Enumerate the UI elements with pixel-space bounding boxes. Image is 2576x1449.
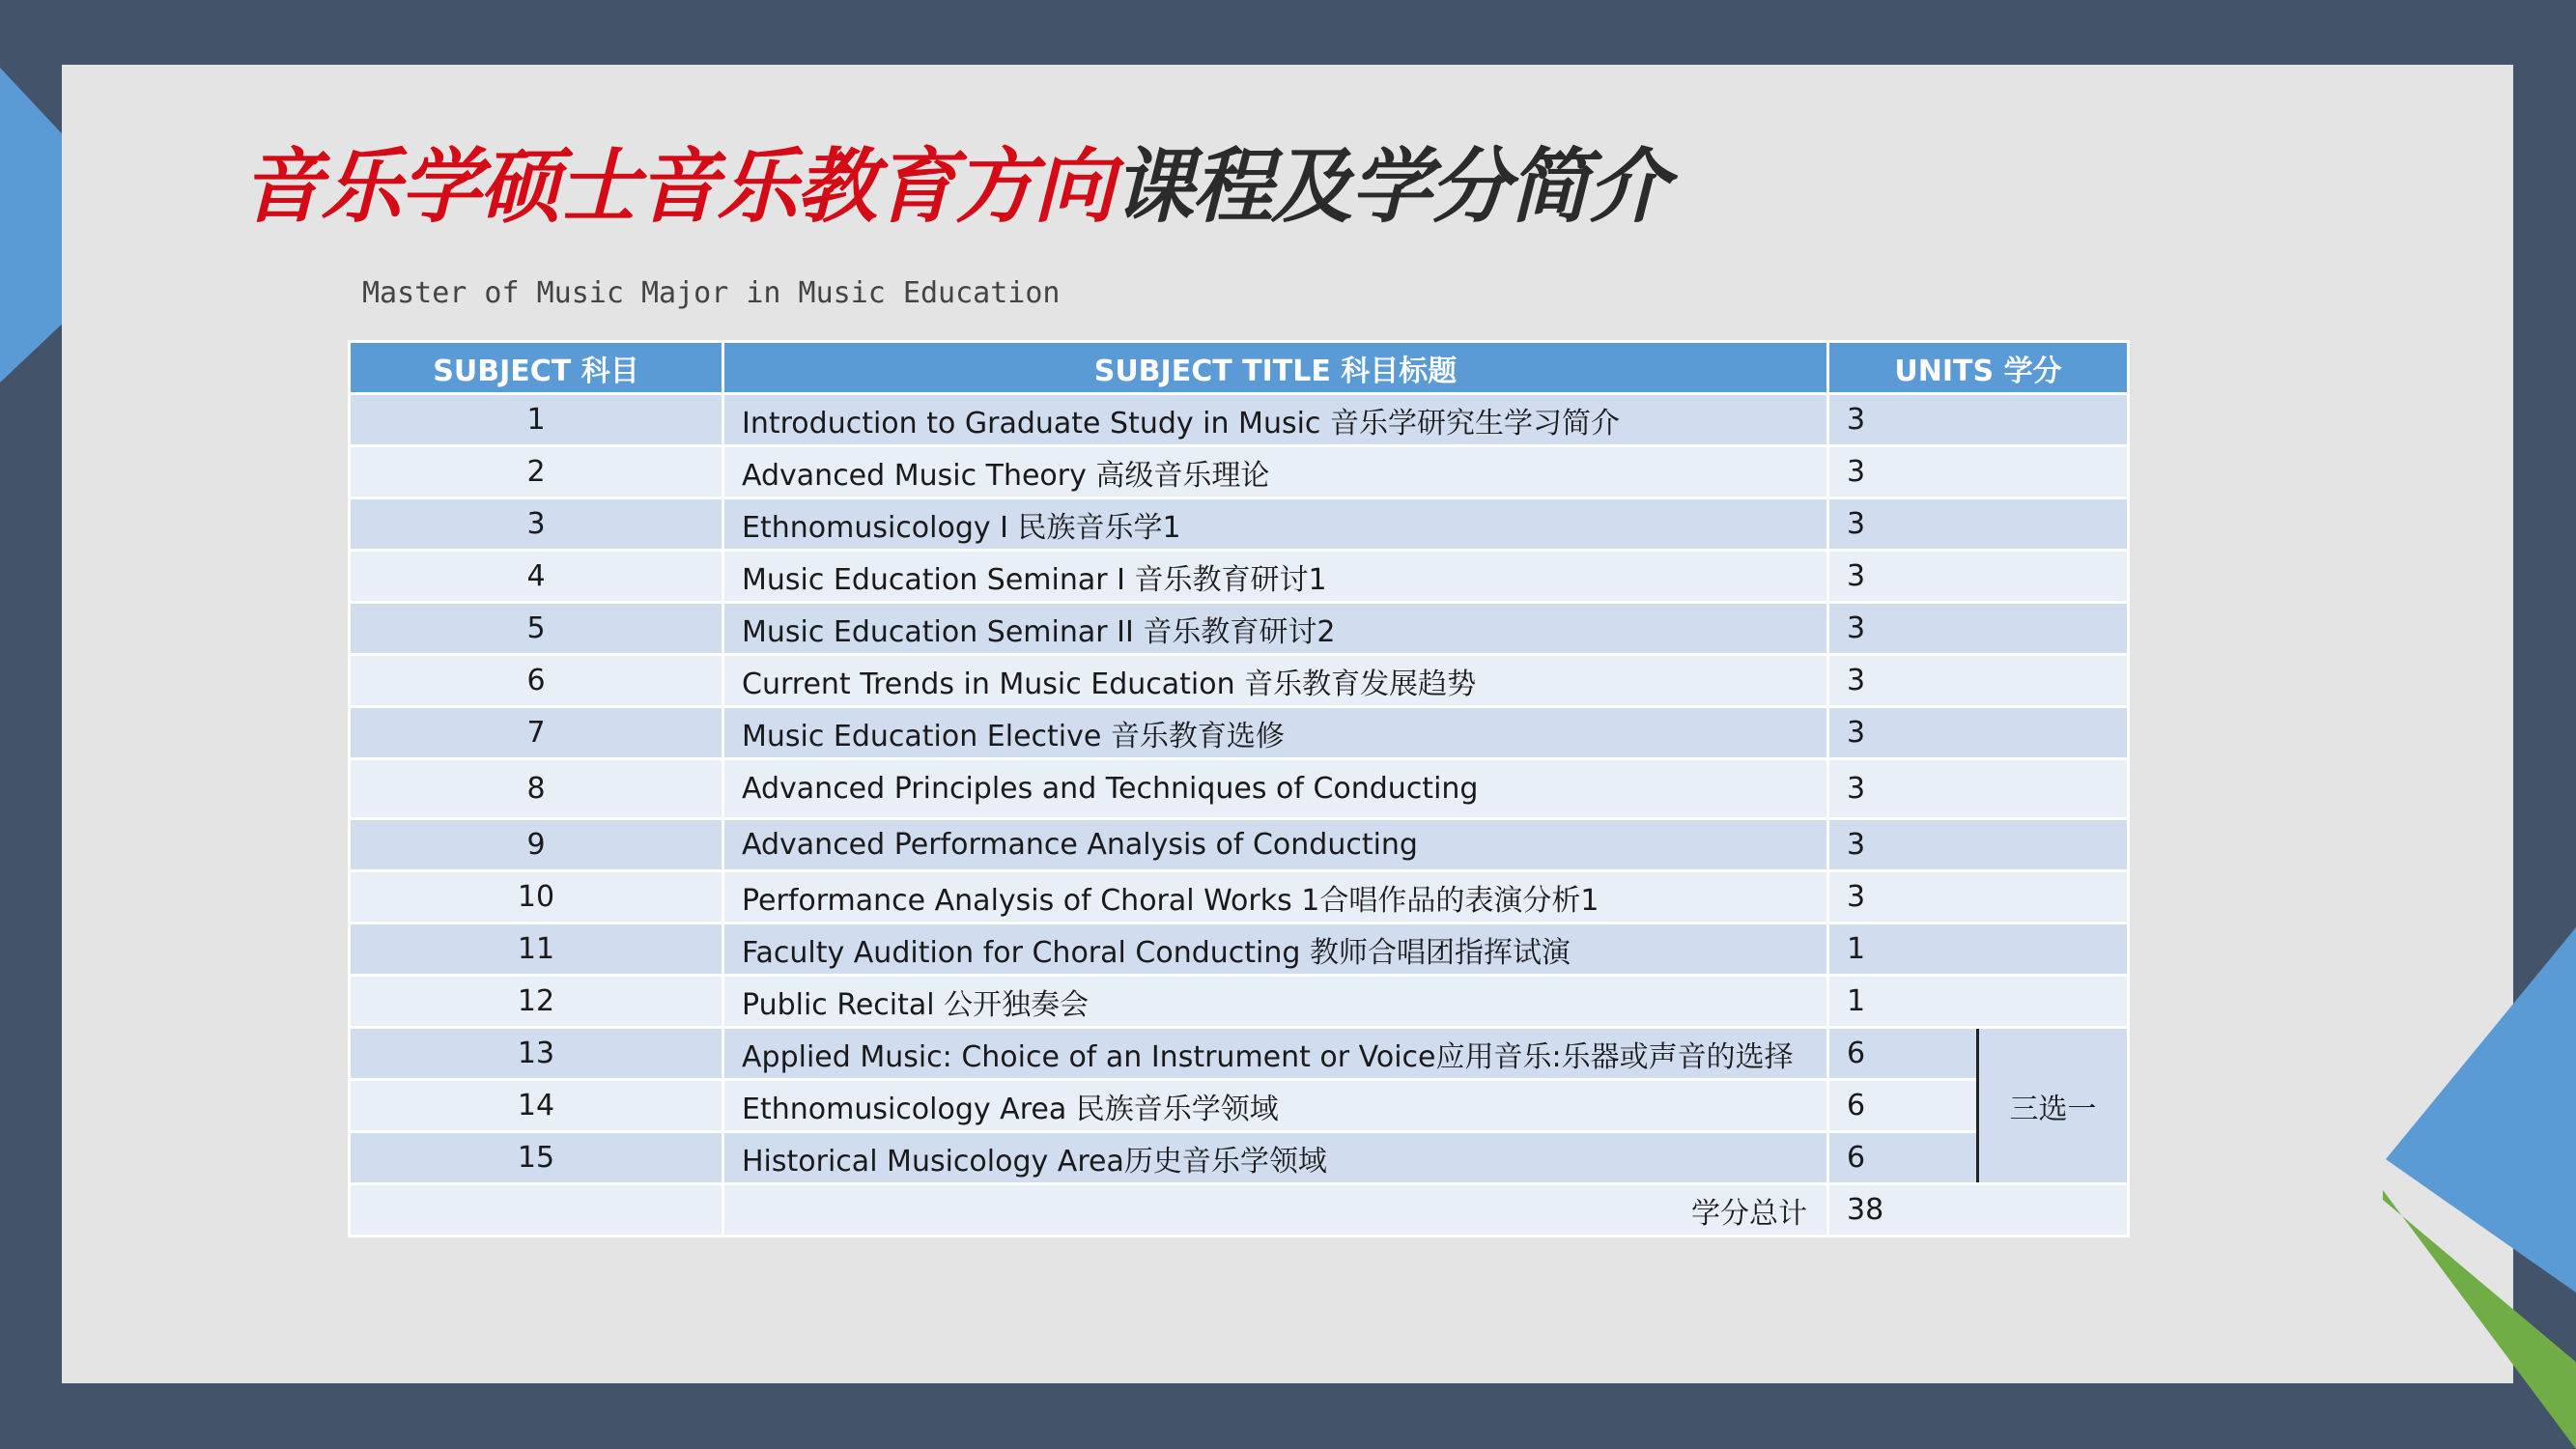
row-units: 3 — [1828, 655, 2129, 707]
table-row — [350, 655, 2129, 707]
total-label: 学分总计 — [723, 1184, 1828, 1236]
title-dark-part: 课程及学分简介 — [1113, 139, 1668, 234]
elective-note: 三选一 — [2009, 1092, 2097, 1126]
row-number: 8 — [350, 759, 723, 819]
row-number: 15 — [350, 1132, 723, 1184]
row-number: 4 — [350, 551, 723, 603]
table-row — [350, 923, 2129, 976]
row-units: 3 — [1828, 603, 2129, 655]
row-title: Advanced Music Theory 高级音乐理论 — [723, 446, 1828, 498]
row-number: 14 — [350, 1080, 723, 1132]
table-row — [350, 1028, 2129, 1080]
row-title: Public Recital 公开独奏会 — [723, 976, 1828, 1028]
course-table — [348, 340, 2130, 1237]
table-row — [350, 759, 2129, 819]
row-title: Advanced Principles and Techniques of Conducting — [723, 759, 1828, 819]
row-units: 3 — [1828, 871, 2129, 923]
table-row — [350, 1080, 2129, 1132]
row-number: 9 — [350, 819, 723, 871]
row-number: 7 — [350, 707, 723, 759]
table-row — [350, 819, 2129, 871]
header-units: UNITS 学分 — [1828, 342, 2129, 394]
row-number: 12 — [350, 976, 723, 1028]
table-total-row — [350, 1184, 2129, 1236]
table-row — [350, 707, 2129, 759]
row-units: 3 — [1828, 819, 2129, 871]
row-units: 1 — [1828, 976, 2129, 1028]
row-units: 3 — [1828, 707, 2129, 759]
row-title: Advanced Performance Analysis of Conducting — [723, 819, 1828, 871]
row-number: 2 — [350, 446, 723, 498]
row-units: 1 — [1828, 923, 2129, 976]
row-units: 3 — [1828, 446, 2129, 498]
table-row — [350, 603, 2129, 655]
total-units: 38 — [1828, 1184, 2129, 1236]
row-units: 3 — [1828, 394, 2129, 446]
row-number: 11 — [350, 923, 723, 976]
header-title: SUBJECT TITLE 科目标题 — [723, 342, 1828, 394]
page-title — [241, 133, 1667, 240]
row-number: 13 — [350, 1028, 723, 1080]
table-header-row — [350, 342, 2129, 394]
row-title: Ethnomusicology I 民族音乐学1 — [723, 498, 1828, 551]
table-row — [350, 551, 2129, 603]
row-units: 6 — [1828, 1028, 1978, 1080]
row-title: Music Education Seminar II 音乐教育研讨2 — [723, 603, 1828, 655]
header-subject: SUBJECT 科目 — [350, 342, 723, 394]
row-title: Performance Analysis of Choral Works 1合唱作品的表演分析1 — [723, 871, 1828, 923]
row-units: 6 — [1828, 1132, 1978, 1184]
row-units: 3 — [1828, 551, 2129, 603]
elective-choice-cell — [1978, 1028, 2129, 1184]
row-title: Ethnomusicology Area 民族音乐学领域 — [723, 1080, 1828, 1132]
row-title: Current Trends in Music Education 音乐教育发展趋势 — [723, 655, 1828, 707]
page-subtitle: Master of Music Major in Music Education — [362, 276, 1061, 310]
title-red-part: 音乐学硕士音乐教育方向 — [241, 139, 1114, 234]
row-number: 5 — [350, 603, 723, 655]
row-number: 1 — [350, 394, 723, 446]
table-row — [350, 871, 2129, 923]
table-row — [350, 446, 2129, 498]
right-blue-triangle — [2386, 927, 2576, 1294]
table-row — [350, 394, 2129, 446]
row-title: Introduction to Graduate Study in Music 音乐学研究生学习简介 — [723, 394, 1828, 446]
row-number: 10 — [350, 871, 723, 923]
row-units: 3 — [1828, 759, 2129, 819]
table-row — [350, 1132, 2129, 1184]
total-empty-cell — [350, 1184, 723, 1236]
row-title: Applied Music: Choice of an Instrument or Voice应用音乐:乐器或声音的选择 — [723, 1028, 1828, 1080]
row-units: 6 — [1828, 1080, 1978, 1132]
row-title: Music Education Elective 音乐教育选修 — [723, 707, 1828, 759]
row-number: 3 — [350, 498, 723, 551]
row-units: 3 — [1828, 498, 2129, 551]
table-row — [350, 976, 2129, 1028]
row-number: 6 — [350, 655, 723, 707]
row-title: Faculty Audition for Choral Conducting 教师合唱团指挥试演 — [723, 923, 1828, 976]
table-row — [350, 498, 2129, 551]
row-title: Historical Musicology Area历史音乐学领域 — [723, 1132, 1828, 1184]
row-title: Music Education Seminar I 音乐教育研讨1 — [723, 551, 1828, 603]
